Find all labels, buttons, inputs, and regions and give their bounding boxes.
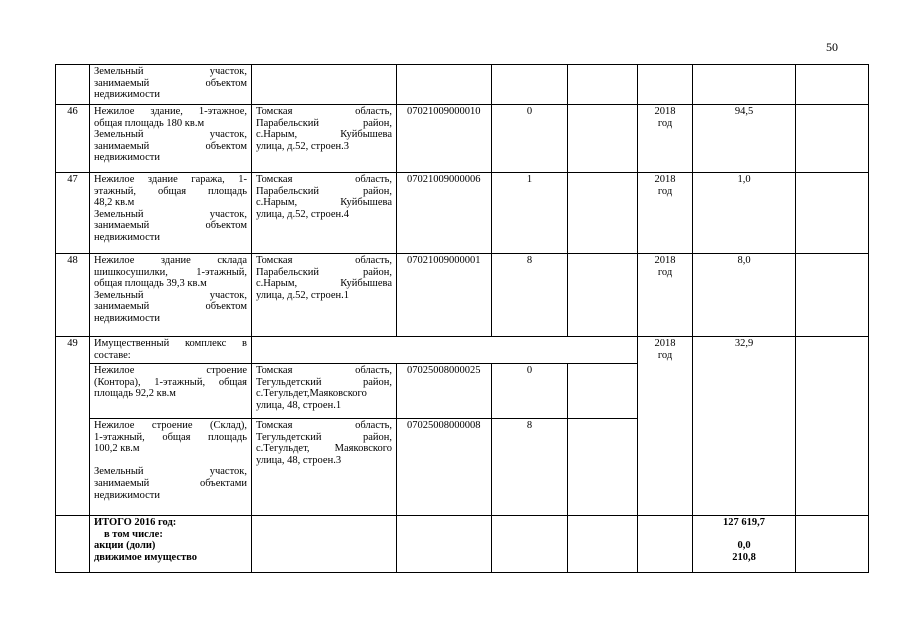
text-line: 0,0 (737, 540, 751, 552)
cell-address (252, 65, 397, 105)
cell-description (90, 173, 252, 254)
text-line: 2018 (654, 338, 676, 349)
text-line: ИТОГО 2016 год: (94, 517, 177, 528)
text-line: улица, 48, строен.1 (256, 399, 342, 411)
cell-description (90, 105, 252, 173)
text-line: с.Тегульдет, Маяковского (256, 443, 392, 455)
property-table (55, 64, 869, 573)
text-line: Нежилое строение (94, 365, 247, 376)
cell-note (796, 337, 869, 516)
text-line: общая площадь 39,3 кв.м (94, 278, 207, 290)
text-line: Нежилое здание гаража, 1- (94, 174, 247, 185)
text-line: в том числе: (104, 528, 163, 540)
cell-value (693, 65, 796, 105)
text-line: Томская область, (256, 365, 392, 376)
table-row-49 (56, 337, 869, 364)
cell-description (90, 65, 252, 105)
text-line: 2018 (654, 174, 676, 185)
text-line: шишкосушилки, 1-этажный, (94, 266, 247, 278)
text-line: 2018 (654, 106, 676, 117)
table-row-48 (56, 254, 869, 337)
cell-code: 07021009000006 (397, 173, 492, 254)
cell-empty (568, 65, 638, 105)
text-line: с.Нарым, Куйбышева (256, 278, 392, 290)
cell-address (252, 419, 397, 516)
cell-code: 07021009000001 (397, 254, 492, 337)
text-line: Земельный участок, (94, 66, 247, 77)
text-line: Тегульдетский район, (256, 376, 392, 388)
cell-empty (568, 105, 638, 173)
text-line: Томская область, (256, 106, 392, 117)
cell-value: 1,0 (693, 173, 796, 254)
cell-description (90, 337, 252, 364)
cell-address (252, 105, 397, 173)
text-line (697, 529, 791, 541)
text-line: общая площадь 180 кв.м (94, 117, 205, 129)
text-line: Парабельский район, (256, 266, 392, 278)
cell-num: 49 (56, 337, 90, 516)
cell-qty (492, 65, 568, 105)
text-line: этажный, общая площадь (94, 185, 247, 197)
text-line: составе: (94, 349, 131, 361)
table-row-47 (56, 173, 869, 254)
cell-qty: 0 (492, 105, 568, 173)
text-line: улица, 48, строен.3 (256, 454, 342, 466)
cell-total-value (693, 516, 796, 573)
cell-year (638, 105, 693, 173)
cell-year (638, 516, 693, 573)
cell-value: 8,0 (693, 254, 796, 337)
text-line: год (657, 185, 673, 197)
cell-year (638, 254, 693, 337)
cell-year (638, 65, 693, 105)
cell-code: 07025008000025 (397, 364, 492, 419)
cell-code: 07021009000010 (397, 105, 492, 173)
cell-num: 48 (56, 254, 90, 337)
text-line: недвижимости (94, 489, 160, 501)
cell-address (252, 364, 397, 419)
text-line: недвижимости (94, 89, 160, 101)
text-line: 210,8 (732, 551, 756, 563)
text-line: год (657, 349, 673, 361)
text-line: 127 619,7 (723, 517, 765, 528)
text-line: 100,2 кв.м (94, 443, 140, 455)
text-line: улица, д.52, строен.1 (256, 289, 350, 301)
table-row-continuation (56, 65, 869, 105)
cell-description (90, 419, 252, 516)
text-line: Земельный участок, (94, 466, 247, 478)
cell-total-label (90, 516, 252, 573)
text-line (94, 455, 247, 467)
cell-qty: 1 (492, 173, 568, 254)
text-line: (Контора), 1-этажный, общая (94, 376, 247, 388)
cell-note (796, 105, 869, 173)
cell-qty: 8 (492, 254, 568, 337)
cell-address (252, 516, 397, 573)
cell-num: 46 (56, 105, 90, 173)
text-line: с.Нарым, Куйбышева (256, 129, 392, 141)
text-line: движимое имущество (94, 551, 198, 563)
text-line: 48,2 кв.м (94, 197, 135, 209)
cell-empty (568, 364, 638, 419)
text-line: с.Нарым, Куйбышева (256, 197, 392, 209)
text-line: Тегульдетский район, (256, 431, 392, 443)
text-line: Имущественный комплекс в (94, 338, 247, 349)
table-row-total (56, 516, 869, 573)
text-line: Парабельский район, (256, 185, 392, 197)
text-line: недвижимости (94, 152, 160, 164)
cell-note (796, 516, 869, 573)
cell-note (796, 173, 869, 254)
text-line: акции (доли) (94, 540, 156, 552)
cell-address (252, 254, 397, 337)
text-line: занимаемый объектом (94, 301, 247, 313)
text-line: Земельный участок, (94, 129, 247, 141)
cell-num (56, 516, 90, 573)
text-line: Нежилое здание, 1-этажное, (94, 106, 247, 117)
text-line: с.Тегульдет,Маяковского (256, 388, 367, 400)
text-line: Нежилое здание склада (94, 255, 247, 266)
cell-empty (568, 419, 638, 516)
cell-empty (568, 516, 638, 573)
page-number: 50 (826, 40, 838, 54)
text-line: Земельный участок, (94, 208, 247, 220)
cell-description (90, 254, 252, 337)
table-row-46 (56, 105, 869, 173)
cell-num (56, 65, 90, 105)
cell-description (90, 364, 252, 419)
text-line: Томская область, (256, 174, 392, 185)
text-line: год (657, 117, 673, 129)
text-line: недвижимости (94, 312, 160, 324)
text-line: занимаемый объектом (94, 77, 247, 89)
cell-num: 47 (56, 173, 90, 254)
text-line: занимаемый объектами (94, 477, 247, 489)
cell-code (397, 516, 492, 573)
text-line: улица, д.52, строен.4 (256, 208, 350, 220)
text-line: 1-этажный, общая площадь (94, 431, 247, 443)
text-line: Нежилое строение (Склад), (94, 420, 247, 431)
cell-qty: 0 (492, 364, 568, 419)
text-line: недвижимости (94, 231, 160, 243)
text-line: Томская область, (256, 420, 392, 431)
text-line: улица, д.52, строен.3 (256, 140, 350, 152)
cell-code (397, 65, 492, 105)
cell-year (638, 337, 693, 516)
cell-address (252, 173, 397, 254)
cell-merged-empty (252, 337, 638, 364)
cell-year (638, 173, 693, 254)
text-line: площадь 92,2 кв.м (94, 388, 176, 400)
text-line: Парабельский район, (256, 117, 392, 129)
cell-qty: 8 (492, 419, 568, 516)
cell-value: 32,9 (693, 337, 796, 516)
text-line: Томская область, (256, 255, 392, 266)
text-line: занимаемый объектом (94, 140, 247, 152)
cell-code: 07025008000008 (397, 419, 492, 516)
cell-note (796, 254, 869, 337)
cell-empty (568, 173, 638, 254)
text-line: занимаемый объектом (94, 220, 247, 232)
cell-value: 94,5 (693, 105, 796, 173)
cell-qty (492, 516, 568, 573)
text-line: Земельный участок, (94, 289, 247, 301)
cell-note (796, 65, 869, 105)
text-line: 2018 (654, 255, 676, 266)
cell-empty (568, 254, 638, 337)
text-line: год (657, 266, 673, 278)
